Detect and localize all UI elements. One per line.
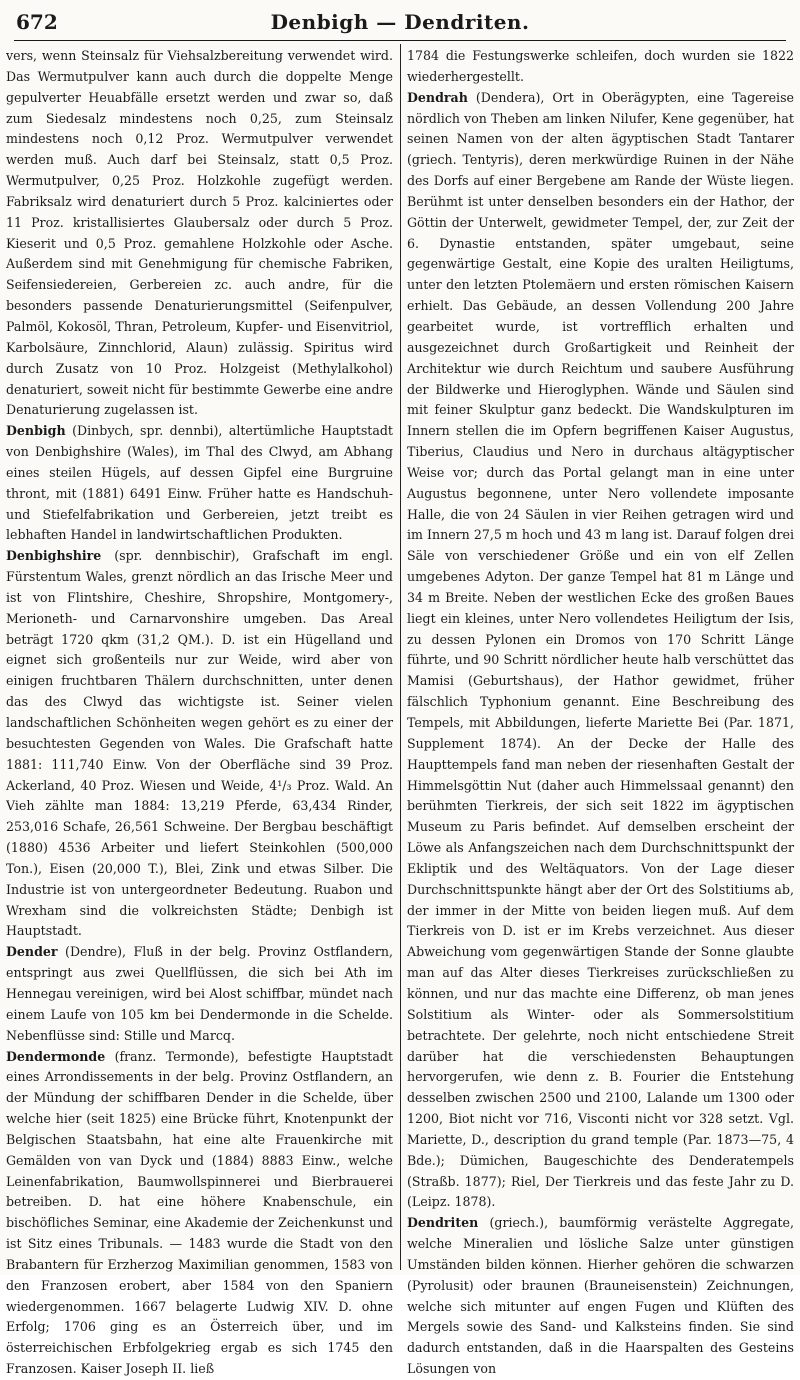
column-divider xyxy=(400,44,401,1270)
entry-text-dender: (Dendre), Fluß in der belg. Provinz Ostflandern, entspringt aus zwei Quellflüssen, die sich bei Ath im Hennegau vereinigen, wird bei Alost schiffbar, mündet nach einem Laufe von 105 km bei Dendermonde in die Schelde. Nebenflüsse sind: Stille und Marcq. xyxy=(6,944,393,1042)
running-head: Denbigh — Dendriten. xyxy=(0,10,800,34)
entry-denbigh xyxy=(6,421,393,546)
page-header xyxy=(0,0,800,48)
entry-dendermonde xyxy=(6,1047,393,1380)
continued-paragraph: 1784 die Festungswerke schleifen, doch wurden sie 1822 wiederhergestellt. xyxy=(407,46,794,88)
right-column xyxy=(407,46,794,1268)
entry-text-denbighshire: (spr. dennbischir), Grafschaft im engl. Fürstentum Wales, grenzt nördlich an das Irische Meer und ist von Flintshire, Cheshire, Shropshire, Montgomery-, Merioneth- und Carnarvonshire umgeben. Das Areal beträgt 1720 qkm (31,2 QM.). D. ist ein Hügelland und eignet sich großenteils nur zur Weide, wird aber von einigen fruchtbaren Thälern durchschnitten, unter denen das des Clwyd das wichtigste ist. Seiner vielen landschaftlichen Schönheiten wegen gehört es zu einer der besuchtesten Gegenden von Wales. Die Grafschaft hatte 1881: 111,740 Einw. Von der Oberfläche sind 39 Proz. Ackerland, 40 Proz. Wiesen und Weide, 4¹/₃ Proz. Wald. An Vieh zählte man 1884: 13,219 Pferde, 63,434 Rinder, 253,016 Schafe, 26,561 Schweine. Der Bergbau beschäftigt (1880) 4536 Arbeiter und liefert Steinkohlen (500,000 Ton.), Eisen (20,000 T.), Blei, Zink und etwas Silber. Die Industrie ist von untergeordneter Bedeutung. Ruabon und Wrexham sind die volkreichsten Städte; Denbigh ist Hauptstadt. xyxy=(6,548,393,938)
entry-dendriten xyxy=(407,1213,794,1380)
entry-text-dendrah: (Dendera), Ort in Oberägypten, eine Tagereise nördlich von Theben am linken Nilufer, Kene gegenüber, hat seinen Namen von der alten ägyptischen Stadt Tantarer (griech. Tentyris), deren merkwürdige Ruinen in der Nähe des Dorfs auf einer Bergebene am Rande der Wüste liegen. Berühmt ist unter denselben besonders ein der Hathor, der Göttin der Unterwelt, gewidmeter Tempel, der, zur Zeit der 6. Dynastie entstanden, später umgebaut, seine gegenwärtige Gestalt, eine Kopie des uralten Heiligtums, unter den letzten Ptolemäern und ersten römischen Kaisern erhielt. Das Gebäude, an dessen Vollendung 200 Jahre gearbeitet wurde, ist vortrefflich erhalten und ausgezeichnet durch Großartigkeit und Reinheit der Architektur wie durch Reichtum und saubere Ausführung der Bildwerke und Hieroglyphen. Wände und Säulen sind mit feiner Skulptur ganz bedeckt. Die Wandskulpturen im Innern stellen die im Opfern begriffenen Kaiser Augustus, Tiberius, Claudius und Nero in durchaus altägyptischer Weise vor; durch das Portal gelangt man in eine unter Augustus begonnene, unter Nero vollendete imposante Halle, die von 24 Säulen in vier Reihen getragen wird und im Innern 27,5 m hoch und 43 m lang ist. Darauf folgen drei Säle von verschiedener Größe und ein von elf Zellen umgebenes Adyton. Der ganze Tempel hat 81 m Länge und 34 m Breite. Neben der westlichen Ecke des großen Baues liegt ein kleines, unter Nero vollendetes Heiligtum der Isis, zu dessen Pylonen ein Dromos von 170 Schritt Länge führte, und 90 Schritt nördlicher heute halb verschüttet das Mamisi (Geburtshaus), der Hathor gewidmet, früher fälschlich Typhonium genannt. Eine Beschreibung des Tempels, mit Abbildungen, lieferte Mariette Bei (Par. 1871, Supplement 1874). An der Decke der Halle des Haupttempels fand man neben der riesenhaften Gestalt der Himmelsgöttin Nut (daher auch Himmelssaal genannt) den berühmten Tierkreis, der sich seit 1822 im ägyptischen Museum zu Paris befindet. Auf demselben erscheint der Löwe als Anfangszeichen nach dem Durchschnittspunkt der Ekliptik und des Weltäquators. Von der Lage dieser Durchschnittspunkte hängt aber der Ort des Solstitiums ab, der immer in der Mitte von beiden liegen muß. Auf dem Tierkreis von D. ist er im Krebs verzeichnet. Aus dieser Abweichung vom gegenwärtigen Stande der Sonne glaubte man auf das Alter dieses Tierkreises zurückschließen zu können, und nur das machte eine Differenz, ob man jenes Solstitium als Winter- oder als Sommersolstitium betrachtete. Der gelehrte, noch nicht entschiedene Streit darüber hat die verschiedensten Behauptungen hervorgerufen, wie denn z. B. Fourier die Entstehung desselben zwischen 2500 und 2100, Lalande um 1300 oder 1200, Biot nicht vor 716, Visconti nicht vor 328 setzt. Vgl. Mariette, D., description du grand temple (Par. 1873—75, 4 Bde.); Dümichen, Baugeschichte des Denderatempels (Straßb. 1877); Riel, Der Tierkreis und das feste Jahr zu D. (Leipz. 1878). xyxy=(407,90,794,1210)
lemma-denbigh: Denbigh xyxy=(6,423,66,438)
continued-paragraph: vers, wenn Steinsalz für Viehsalzbereitung verwendet wird. Das Wermutpulver kann auch durch die doppelte Menge gepulverter Heuabfälle ersetzt werden und zwar so, daß zum Siedesalz mindestens noch 0,25, zum Steinsalz mindestens noch 0,12 Proz. Wermutpulver verwendet werden muß. Auch darf bei Steinsalz, statt 0,5 Proz. Wermutpulver, 0,25 Proz. Holzkohle zugefügt werden. Fabriksalz wird denaturiert durch 5 Proz. kalciniertes oder 11 Proz. kristallisiertes Glaubersalz oder durch 5 Proz. Kieserit und 0,5 Proz. gemahlene Holzkohle oder Asche. Außerdem sind mit Genehmigung für chemische Fabriken, Seifensiedereien, Gerbereien zc. auch andre, für die besonders passende Denaturierungsmittel (Seifenpulver, Palmöl, Kokosöl, Thran, Petroleum, Kupfer- und Eisenvitriol, Karbolsäure, Zinnchlorid, Alaun) zulässig. Spiritus wird durch Zusatz von 10 Proz. Holzgeist (Methylalkohol) denaturiert, soweit nicht für bestimmte Gewerbe eine andre Denaturierung zugelassen ist. xyxy=(6,46,393,421)
left-column xyxy=(6,46,393,1268)
entry-dender xyxy=(6,942,393,1046)
entry-text-dendermonde: (franz. Termonde), befestigte Hauptstadt eines Arrondissements in der belg. Provinz Ostflandern, an der Mündung der schiffbaren Dender in die Schelde, über welche hier (seit 1825) eine Brücke führt, Knotenpunkt der Belgischen Staatsbahn, hat eine alte Frauenkirche mit Gemälden von van Dyck und (1884) 8883 Einw., welche Leinenfabrikation, Baumwollspinnerei und Bierbrauerei betreiben. D. hat eine höhere Knabenschule, ein bischöfliches Seminar, eine Akademie der Zeichenkunst und ist Sitz eines Tribunals. — 1483 wurde die Stadt von den Brabantern für Erzherzog Maximilian genommen, 1583 von den Franzosen erobert, aber 1584 von den Spaniern wiedergenommen. 1667 belagerte Ludwig XIV. D. ohne Erfolg; 1706 ging es an Österreich über, und im österreichischen Erbfolgekrieg ergab es sich 1745 den Franzosen. Kaiser Joseph II. ließ xyxy=(6,1049,393,1377)
header-rule xyxy=(14,40,786,41)
lemma-dendriten: Dendriten xyxy=(407,1215,478,1230)
entry-dendrah xyxy=(407,88,794,1214)
entry-text-dendriten: (griech.), baumförmig verästelte Aggregate, welche Mineralien und lösliche Salze unter günstigen Umständen bilden können. Hierher gehören die schwarzen (Pyrolusit) oder braunen (Brauneisenstein) Zeichnungen, welche sich mitunter auf engen Fugen und Klüften des Mergels sowie des Sand- und Kalksteins finden. Sie sind dadurch entstanden, daß in die Haarspalten des Gesteins Lösungen von xyxy=(407,1215,794,1376)
entry-denbighshire xyxy=(6,546,393,942)
lemma-dendrah: Dendrah xyxy=(407,90,468,105)
lemma-dendermonde: Dendermonde xyxy=(6,1049,105,1064)
entry-text-denbigh: (Dinbych, spr. dennbi), altertümliche Hauptstadt von Denbighshire (Wales), im Thal des Clwyd, am Abhang eines steilen Hügels, auf dessen Gipfel eine Burgruine thront, mit (1881) 6491 Einw. Früher hatte es Handschuh- und Stiefelfabrikation und Gerbereien, jetzt treibt es lebhaften Handel in landwirtschaftlichen Produkten. xyxy=(6,423,393,542)
lemma-denbighshire: Denbighshire xyxy=(6,548,101,563)
lemma-dender: Dender xyxy=(6,944,58,959)
page-number: 672 xyxy=(16,10,58,34)
